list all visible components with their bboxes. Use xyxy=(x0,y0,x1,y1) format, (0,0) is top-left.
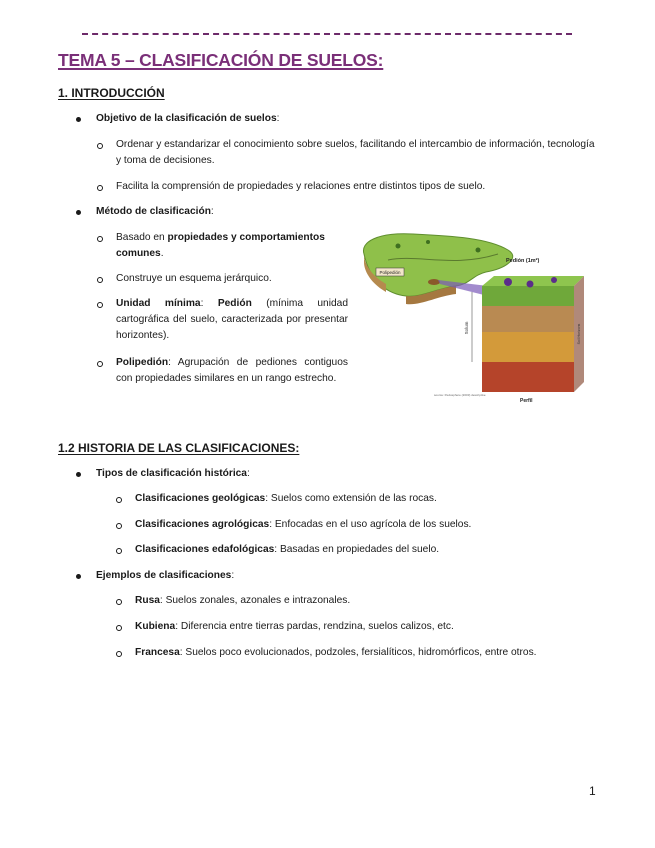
sub-bullet-agrologicas xyxy=(135,517,471,533)
metodo-colon: : xyxy=(210,206,214,217)
soil-horizon-o xyxy=(482,286,574,306)
sub-bullet-facilita: Facilita la comprensión de propiedades y relaciones entre distintos tipos de suelo. xyxy=(116,179,602,195)
unidad-minima-label: Unidad mínima xyxy=(116,298,201,309)
ejemplos-label: Ejemplos de clasificaciones xyxy=(96,570,232,581)
sub-bullet-edafologicas xyxy=(135,542,439,558)
pedion-spot xyxy=(428,279,440,285)
bullet-metodo xyxy=(96,204,214,220)
figure-credit: source: Pedosphere (2003) descriptive xyxy=(434,393,486,397)
solum-label: Solum xyxy=(464,321,469,335)
francesa-desc: : Suelos poco evolucionados, podzoles, fersialíticos, hidromórficos, entre otros. xyxy=(179,647,537,658)
tree-icon xyxy=(396,244,401,249)
dashed-header-rule xyxy=(82,33,572,35)
francesa-term: Francesa xyxy=(135,647,180,658)
polipedion-term: Polipedión xyxy=(116,357,169,368)
objetivo-label: Objetivo de la clasificación de suelos xyxy=(96,113,277,124)
tree-icon xyxy=(476,248,481,253)
unidad-minima-sep: : xyxy=(200,298,218,309)
basado-bold: propiedades y comportamientos comunes xyxy=(116,232,325,259)
bullet-tipos xyxy=(96,466,250,482)
sub-bullet-polipedion xyxy=(116,355,348,387)
pedion-term: Pedión xyxy=(217,298,252,309)
soil-horizon-b xyxy=(482,332,574,362)
tipos-label: Tipos de clasificación histórica xyxy=(96,468,247,479)
geologicas-desc: : Suelos como extensión de las rocas. xyxy=(265,493,437,504)
bullet-ejemplos xyxy=(96,568,234,584)
tipos-colon: : xyxy=(246,468,250,479)
kubiena-term: Kubiena xyxy=(135,621,176,632)
flower-icon xyxy=(527,281,534,288)
polipedion-label: Polipedión xyxy=(379,270,401,275)
sub-bullet-ordenar: Ordenar y estandarizar el conocimiento sobre suelos, facilitando el intercambio de información, tecnología y toma de decisiones. xyxy=(116,137,602,169)
edafologicas-desc: : Basadas en propiedades del suelo. xyxy=(274,544,440,555)
section-heading-historia: 1.2 HISTORIA DE LAS CLASIFICACIONES: xyxy=(58,441,300,455)
page-title: TEMA 5 – CLASIFICACIÓN DE SUELOS: xyxy=(58,50,384,70)
edafologicas-term: Clasificaciones edafológicas xyxy=(135,544,275,555)
pedion-definition: (mínima unidad cartográfica del suelo, caracterizada por presentar horizontes). xyxy=(116,298,348,341)
soil-horizons-label: Soil Horizons xyxy=(577,323,581,345)
tree-icon xyxy=(426,240,430,244)
polipedion-definition: : Agrupación de pediones contiguos con propiedades similares en un rango estrecho. xyxy=(116,357,348,384)
objetivo-colon: : xyxy=(276,113,280,124)
perfil-label: Perfil xyxy=(520,398,533,404)
kubiena-desc: : Diferencia entre tierras pardas, rendzina, suelos calizos, etc. xyxy=(175,621,454,632)
soil-horizon-a xyxy=(482,306,574,332)
pedion-area-label: Pedión (1m²) xyxy=(506,258,540,264)
sub-bullet-kubiena xyxy=(135,619,454,635)
flower-icon xyxy=(551,277,557,283)
soil-profile-illustration xyxy=(358,224,584,404)
metodo-label: Método de clasificación xyxy=(96,206,211,217)
soil-horizon-c xyxy=(482,362,574,392)
geologicas-term: Clasificaciones geológicas xyxy=(135,493,266,504)
bullet-objetivo xyxy=(96,111,279,127)
agrologicas-term: Clasificaciones agrológicas xyxy=(135,519,270,530)
rusa-term: Rusa xyxy=(135,595,160,606)
basado-end: . xyxy=(160,248,164,259)
rusa-desc: : Suelos zonales, azonales e intrazonales. xyxy=(159,595,351,606)
basado-text: Basado en xyxy=(116,232,168,243)
agrologicas-desc: : Enfocadas en el uso agrícola de los suelos. xyxy=(269,519,472,530)
flower-icon xyxy=(504,278,512,286)
ejemplos-colon: : xyxy=(231,570,235,581)
section-heading-introduccion: 1. INTRODUCCIÓN xyxy=(58,86,165,100)
sub-bullet-rusa xyxy=(135,593,350,609)
sub-bullet-construye: Construye un esquema jerárquico. xyxy=(116,271,350,287)
sub-bullet-geologicas xyxy=(135,491,437,507)
sub-bullet-unidad-minima xyxy=(116,296,348,344)
sub-bullet-basado xyxy=(116,230,350,262)
sub-bullet-francesa xyxy=(135,645,537,661)
page-number: 1 xyxy=(589,784,596,798)
